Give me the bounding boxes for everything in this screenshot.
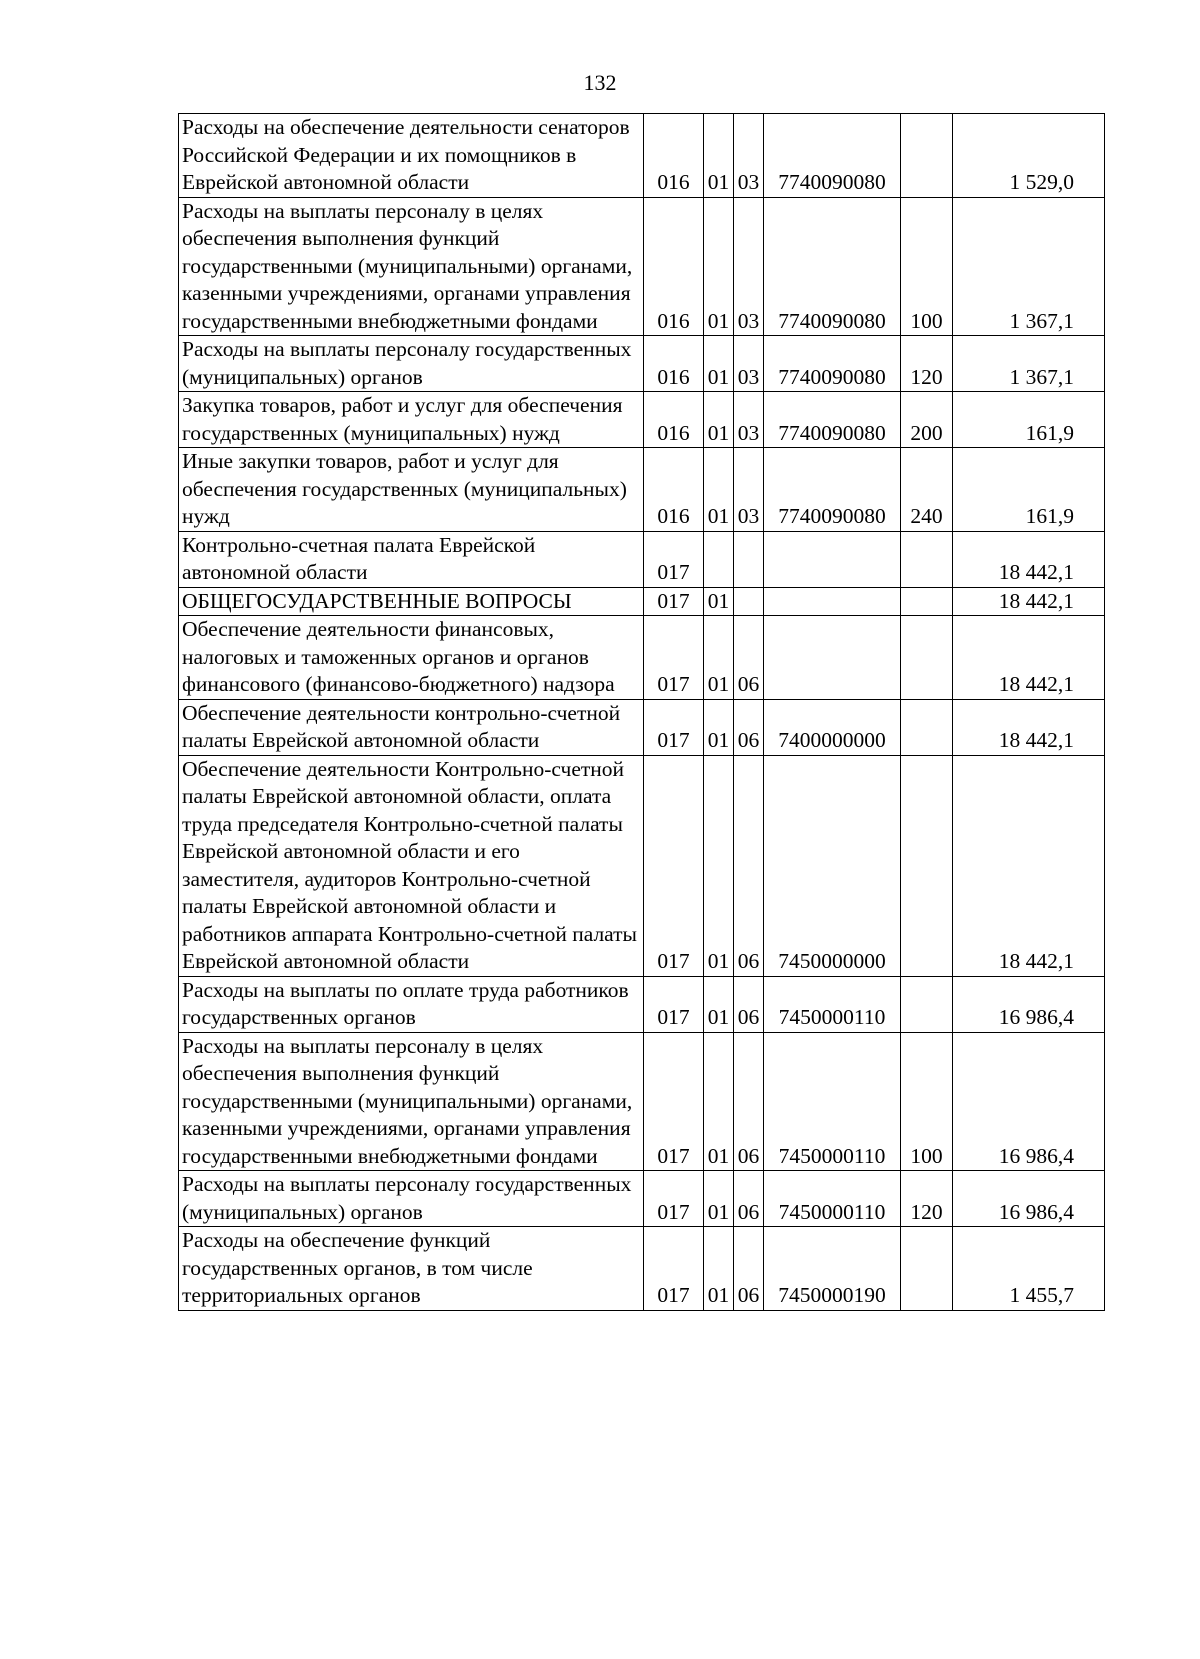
row-grbs: 016 [644,197,704,336]
row-name: Обеспечение деятельности Контрольно-счетной палаты Еврейской автономной области, оплата труда председателя Контрольно-счетной палаты Еврейской автономной области и его заместителя, аудиторов Контрольно-счетной палаты Еврейской автономной области и работников аппарата Контрольно-счетной палаты Еврейской автономной области [179,755,644,976]
row-grbs: 017 [644,587,704,616]
row-section: 01 [704,336,734,392]
row-target-article: 7450000000 [764,755,901,976]
row-name: Расходы на выплаты персоналу государственных (муниципальных) органов [179,1171,644,1227]
row-amount: 1 529,0 [953,114,1105,198]
row-name: Иные закупки товаров, работ и услуг для обеспечения государственных (муниципальных) нужд [179,448,644,532]
row-amount: 1 367,1 [953,197,1105,336]
row-grbs: 017 [644,1032,704,1171]
row-expense-type: 120 [901,336,953,392]
row-amount: 16 986,4 [953,1032,1105,1171]
row-amount: 18 442,1 [953,755,1105,976]
table-row [179,587,1105,616]
row-section: 01 [704,616,734,700]
table-row [179,114,1105,198]
budget-table-body [179,114,1105,1311]
table-row [179,976,1105,1032]
row-expense-type [901,616,953,700]
row-name: Расходы на обеспечение функций государственных органов, в том числе территориальных органов [179,1227,644,1311]
row-expense-type: 100 [901,197,953,336]
row-target-article: 7740090080 [764,392,901,448]
row-grbs: 017 [644,976,704,1032]
row-section: 01 [704,1171,734,1227]
row-name: Расходы на выплаты по оплате труда работников государственных органов [179,976,644,1032]
row-amount: 1 367,1 [953,336,1105,392]
row-subsection: 03 [734,392,764,448]
row-subsection: 03 [734,197,764,336]
row-subsection [734,587,764,616]
row-section: 01 [704,1032,734,1171]
table-row [179,197,1105,336]
table-row [179,392,1105,448]
row-section: 01 [704,976,734,1032]
row-subsection: 06 [734,616,764,700]
row-subsection: 06 [734,976,764,1032]
row-grbs: 016 [644,114,704,198]
row-name: ОБЩЕГОСУДАРСТВЕННЫЕ ВОПРОСЫ [179,587,644,616]
row-target-article: 7740090080 [764,114,901,198]
row-target-article: 7450000110 [764,1032,901,1171]
row-grbs: 017 [644,531,704,587]
row-section: 01 [704,699,734,755]
table-row [179,699,1105,755]
row-section: 01 [704,197,734,336]
row-section [704,531,734,587]
row-section: 01 [704,392,734,448]
table-row [179,616,1105,700]
row-amount: 16 986,4 [953,1171,1105,1227]
row-name: Расходы на выплаты персоналу государственных (муниципальных) органов [179,336,644,392]
row-name: Обеспечение деятельности финансовых, налоговых и таможенных органов и органов финансового (финансово-бюджетного) надзора [179,616,644,700]
row-subsection [734,531,764,587]
row-target-article [764,616,901,700]
row-target-article: 7450000190 [764,1227,901,1311]
row-subsection: 06 [734,1032,764,1171]
row-expense-type: 200 [901,392,953,448]
row-amount: 161,9 [953,392,1105,448]
row-name: Контрольно-счетная палата Еврейской автономной области [179,531,644,587]
row-subsection: 03 [734,336,764,392]
row-grbs: 017 [644,1227,704,1311]
row-expense-type [901,755,953,976]
table-row [179,531,1105,587]
page-number: 132 [583,70,617,95]
row-name: Расходы на выплаты персоналу в целях обеспечения выполнения функций государственными (муниципальными) органами, казенными учреждениями, органами управления государственными внебюджетными фондами [179,197,644,336]
row-subsection: 03 [734,114,764,198]
row-subsection: 03 [734,448,764,532]
row-subsection: 06 [734,755,764,976]
table-row [179,448,1105,532]
row-section: 01 [704,587,734,616]
row-amount: 18 442,1 [953,699,1105,755]
table-row [179,755,1105,976]
row-expense-type [901,699,953,755]
row-grbs: 017 [644,1171,704,1227]
row-grbs: 017 [644,755,704,976]
row-target-article: 7450000110 [764,976,901,1032]
row-target-article [764,587,901,616]
row-expense-type [901,1227,953,1311]
row-name: Закупка товаров, работ и услуг для обеспечения государственных (муниципальных) нужд [179,392,644,448]
row-expense-type [901,587,953,616]
row-section: 01 [704,1227,734,1311]
row-target-article: 7740090080 [764,448,901,532]
row-grbs: 017 [644,616,704,700]
row-subsection: 06 [734,699,764,755]
row-grbs: 016 [644,448,704,532]
row-section: 01 [704,755,734,976]
row-grbs: 016 [644,336,704,392]
budget-table [178,113,1105,1311]
row-expense-type [901,976,953,1032]
row-name: Расходы на обеспечение деятельности сенаторов Российской Федерации и их помощников в Еврейской автономной области [179,114,644,198]
table-row [179,1171,1105,1227]
row-amount: 18 442,1 [953,616,1105,700]
row-amount: 18 442,1 [953,531,1105,587]
row-subsection: 06 [734,1171,764,1227]
row-target-article: 7740090080 [764,336,901,392]
row-expense-type [901,531,953,587]
row-amount: 1 455,7 [953,1227,1105,1311]
row-expense-type [901,114,953,198]
table-row [179,336,1105,392]
row-amount: 18 442,1 [953,587,1105,616]
row-subsection: 06 [734,1227,764,1311]
row-name: Расходы на выплаты персоналу в целях обеспечения выполнения функций государственными (муниципальными) органами, казенными учреждениями, органами управления государственными внебюджетными фондами [179,1032,644,1171]
row-expense-type: 120 [901,1171,953,1227]
row-grbs: 017 [644,699,704,755]
row-target-article [764,531,901,587]
row-target-article: 7400000000 [764,699,901,755]
row-target-article: 7450000110 [764,1171,901,1227]
row-target-article: 7740090080 [764,197,901,336]
row-grbs: 016 [644,392,704,448]
row-section: 01 [704,448,734,532]
row-expense-type: 100 [901,1032,953,1171]
row-section: 01 [704,114,734,198]
row-expense-type: 240 [901,448,953,532]
row-amount: 16 986,4 [953,976,1105,1032]
row-name: Обеспечение деятельности контрольно-счетной палаты Еврейской автономной области [179,699,644,755]
table-row [179,1032,1105,1171]
row-amount: 161,9 [953,448,1105,532]
table-row [179,1227,1105,1311]
